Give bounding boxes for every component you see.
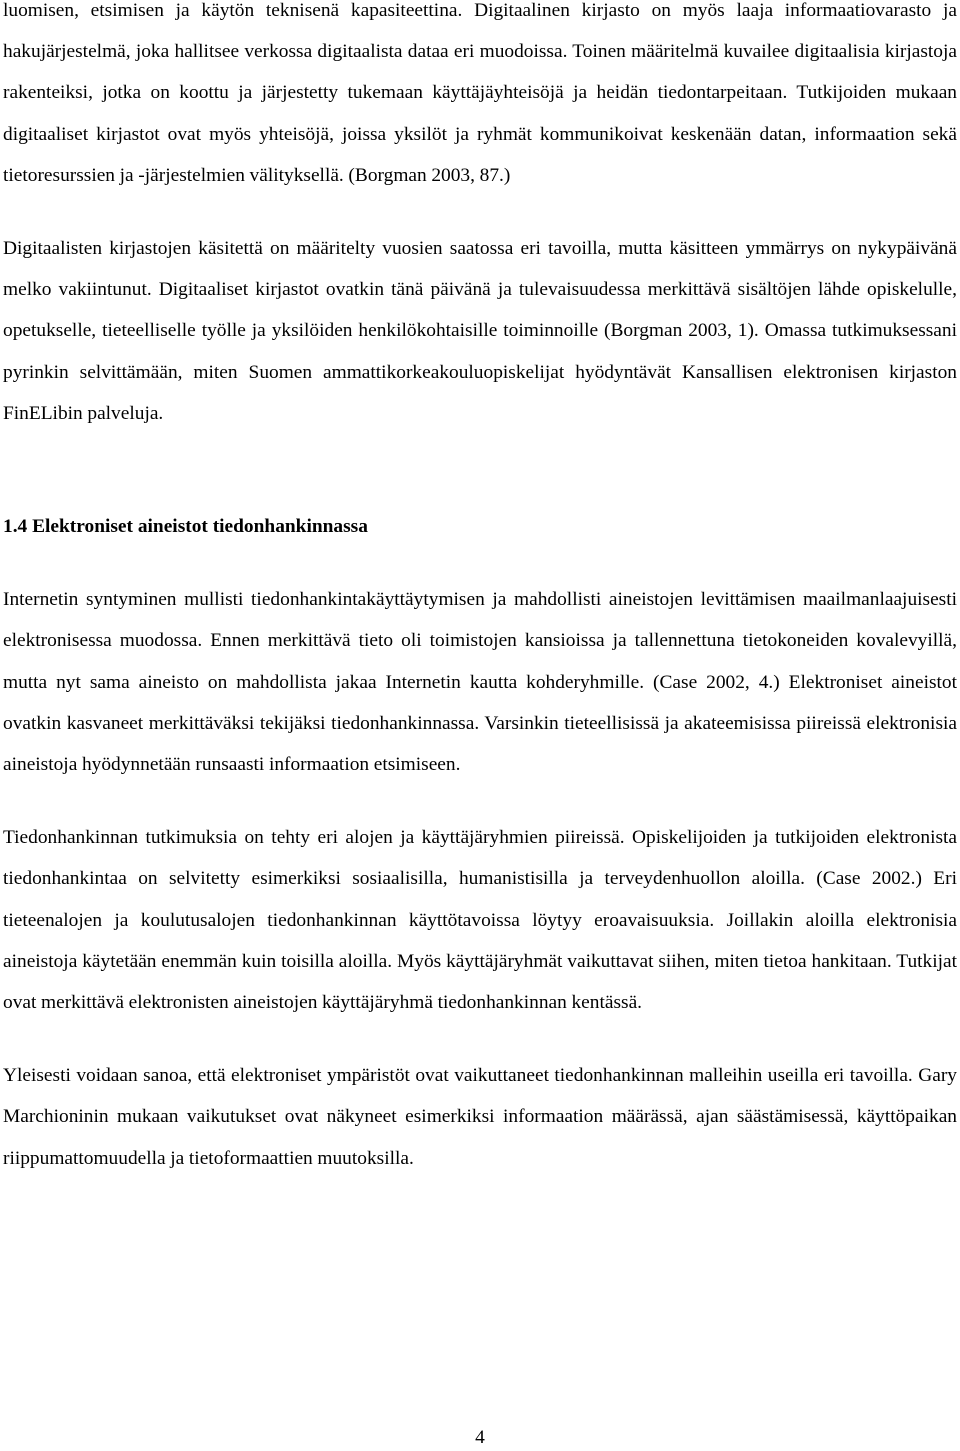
body-paragraph-5: Yleisesti voidaan sanoa, että elektroniset ympäristöt ovat vaikuttaneet tiedonhankinnan malleihin useilla eri tavoilla. Gary Marchioninin mukaan vaikutukset ovat näkyneet esimerkiksi informaation määrässä, ajan säästämisessä, käyttöpaikan riippumattomuudella ja tietoformaattien muutoksilla.: [3, 1065, 957, 1169]
body-paragraph-1: luomisen, etsimisen ja käytön teknisenä kapasiteettina. Digitaalinen kirjasto on myös laaja informaatiovarasto ja hakujärjestelmä, joka hallitsee verkossa digitaalista dataa eri muodoissa. Toinen määritelmä kuvailee digitaalisia kirjastoja rakenteiksi, jotka on koottu ja järjestetty tukemaan käyttäjäyhteisöjä ja heidän tiedontarpeitaan. Tutkijoiden mukaan digitaaliset kirjastot ovat myös yhteisöjä, joissa yksilöt ja ryhmät kommunikoivat keskenään datan, informaation sekä tietoresurssien ja -järjestelmien välityksellä. (Borgman 2003, 87.): [3, 0, 957, 186]
body-paragraph-3: Internetin syntyminen mullisti tiedonhankintakäyttäytymisen ja mahdollisti aineistojen levittämisen maailmanlaajuisesti elektronisessa muodossa. Ennen merkittävä tieto oli toimistojen kansioissa ja tallennettuna tietokoneiden kovalevyillä, mutta nyt sama aineisto on mahdollista jakaa Internetin kautta kohderyhmille. (Case 2002, 4.) Elektroniset aineistot ovatkin kasvaneet merkittäväksi tekijäksi tiedonhankinnassa. Varsinkin tieteellisissä ja akateemisissa piireissä elektronisia aineistoja hyödynnetään runsaasti informaation etsimiseen.: [3, 589, 957, 776]
page-number: 4: [475, 1427, 485, 1448]
document-page: [3, 0, 957, 1179]
body-paragraph-2: Digitaalisten kirjastojen käsitettä on määritelty vuosien saatossa eri tavoilla, mutta käsitteen ymmärrys on nykypäivänä melko vakiintunut. Digitaaliset kirjastot ovatkin tänä päivänä ja tulevaisuudessa merkittävä sisältöjen lähde opiskelulle, opetukselle, tieteelliselle työlle ja yksilöiden henkilökohtaisille toiminnoille (Borgman 2003, 1). Omassa tutkimuksessani pyrinkin selvittämään, miten Suomen ammattikorkeakouluopiskelijat hyödyntävät Kansallisen elektronisen kirjaston FinELibin palveluja.: [3, 238, 957, 424]
body-paragraph-4: Tiedonhankinnan tutkimuksia on tehty eri alojen ja käyttäjäryhmien piireissä. Opiskelijoiden ja tutkijoiden elektronista tiedonhankintaa on selvitetty esimerkiksi sosiaalisilla, humanistisilla ja terveydenhuollon aloilla. (Case 2002.) Eri tieteenalojen ja koulutusalojen tiedonhankinnan käyttötavoissa löytyy eroavaisuuksia. Joillakin aloilla elektronisia aineistoja käytetään enemmän kuin toisilla aloilla. Myös käyttäjäryhmät vaikuttavat siihen, miten tietoa hankitaan. Tutkijat ovat merkittävä elektronisten aineistojen käyttäjäryhmä tiedonhankinnan kentässä.: [3, 827, 957, 1014]
section-heading: 1.4 Elektroniset aineistot tiedonhankinnassa: [3, 516, 368, 538]
